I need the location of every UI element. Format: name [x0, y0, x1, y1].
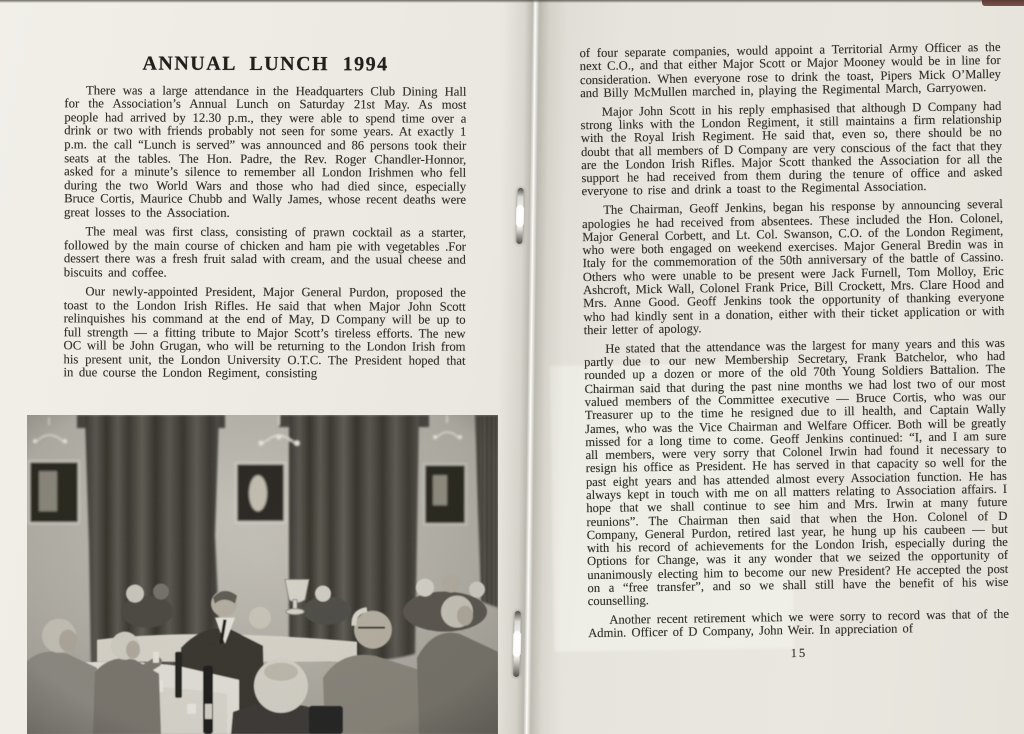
paragraph: Our newly-appointed President, Major General Purdon, proposed the toast to the London Irish Rifles. He said that when Major John Scott relinquishes his command at the end of May, D Company will be up to full strength — a fitting tribute to Major Scott’s tireless efforts. The new OC will be John Grugan, who will be returning to the London Irish from his present unit, the London University O.T.C. The President hoped that in due course the London Regiment, consisting [63, 284, 466, 381]
right-page-text [579, 41, 1009, 663]
scan-edge-shadow [0, 0, 1024, 3]
paragraph: The Chairman, Geoff Jenkins, began his response by announcing several apologies he had received from absentees. These included the Hon. Colonel, Major General Corbett, and Lt. Col. Swanson, C.O. of the London Regiment, who were both engaged on weekend exercises. Major General Bredin was in Italy for the commemoration of the 50th anniversary of the battle of Cassino. Others who were unable to be present were Jack Furnell, Tom Molloy, Eric Ashcroft, Mick Wall, Colonel Frank Price, Bill Crockett, Mrs. Clare Hood and Mrs. Anne Good. Geoff Jenkins took the opportunity of thanking everyone who had kindly sent in a donation, either with their ticket application or with their letter of apology. [581, 197, 1005, 338]
paragraph: There was a large attendance in the Headquarters Club Dining Hall for the Association’s Annual Lunch on Saturday 21st May. As most people had arrived by 12.30 p.m., they were able to spend time over a drink or two with friends probably not seen for some years. At exactly 1 p.m. the call “Lunch is served” was announced and 86 persons took their seats at the tables. The Hon. Padre, the Rev. Roger Chandler-Honnor, asked for a minute’s silence to remember all London Irishmen who fell during the two World Wars and those who had died since, especially Bruce Cortis, Maurice Chubb and Wally James, whose recent deaths were great losses to the Association. [64, 82, 467, 220]
paragraph: Another recent retirement which we were sorry to record was that of the Admin. Officer of D Company, John Weir. In appreciation of [588, 607, 1010, 641]
paragraph: of four separate companies, would appoint a Territorial Army Officer as the next C.O., and that either Major Scott or Major Mooney would be in line for consideration. When everyone rose to drink the toast, Pipers Mick O’Malley and Billy McMullen marched in, playing the Regimental March, Garryowen. [579, 39, 1001, 101]
spine-fold [493, 0, 568, 734]
paragraph: The meal was first class, consisting of prawn cocktail as a starter, followed by the main course of chicken and ham pie with vegetables .For dessert there was a fresh fruit salad with cream, and the usual cheese and biscuits and coffee. [63, 224, 466, 280]
paragraph: Major John Scott in his reply emphasised that although D Company had strong links with the London Regiment, it still maintains a firm relationship with the Royal Irish Regiment. He said that, even so, there should be no doubt that all members of D Company are very conscious of the fact that they are the London Irish Rifles. Major Scott thanked the Association for all the support he had received from them during the tenure of office and asked everyone to rise and drink a toast to the Regimental Association. [580, 98, 1003, 199]
photo-illustration [27, 415, 498, 734]
left-page-text [63, 52, 467, 387]
lunch-photo [27, 415, 498, 734]
red-cover-corner [982, 0, 1024, 6]
article-title: ANNUAL LUNCH 1994 [142, 52, 389, 76]
paragraph: He stated that the attendance was the largest for many years and this was partly due to our new Membership Secretary, Frank Batchelor, who had rounded up a dozen or more of the old 70th Young Soldiers Battalion. The Chairman said that during the past nine months we had lost two of our most valued members of the Committee executive — Bruce Cortis, who was our Treasurer up to the time he resigned due to ill health, and Captain Wally James, who was the Vice Chairman and Welfare Officer. Both will be greatly missed for a long time to come. Geoff Jenkins continued: “I, and I am sure all members, were very sorry that Colonel Irwin had found it necessary to resign his office as President. He has served in that capacity so well for the past eight years and has attended almost every Association function. He has always kept in touch with me on all matters relating to Association affairs. I hope that we shall continue to see him and Mrs. Irwin at many future reunions”. The Chairman then said that when the Hon. Colonel of D Company, General Purdon, retired last year, he hung up his caubeen — but with his record of achievements for the London Irish, especially during the Options for Change, was it any wonder that we seized the opportunity of unanimously electing him to become our new President? He accepted the post on a “free transfer”, and so we shall still have the benefit of his wise counselling. [584, 335, 1009, 609]
page-number: 15 [790, 645, 808, 660]
